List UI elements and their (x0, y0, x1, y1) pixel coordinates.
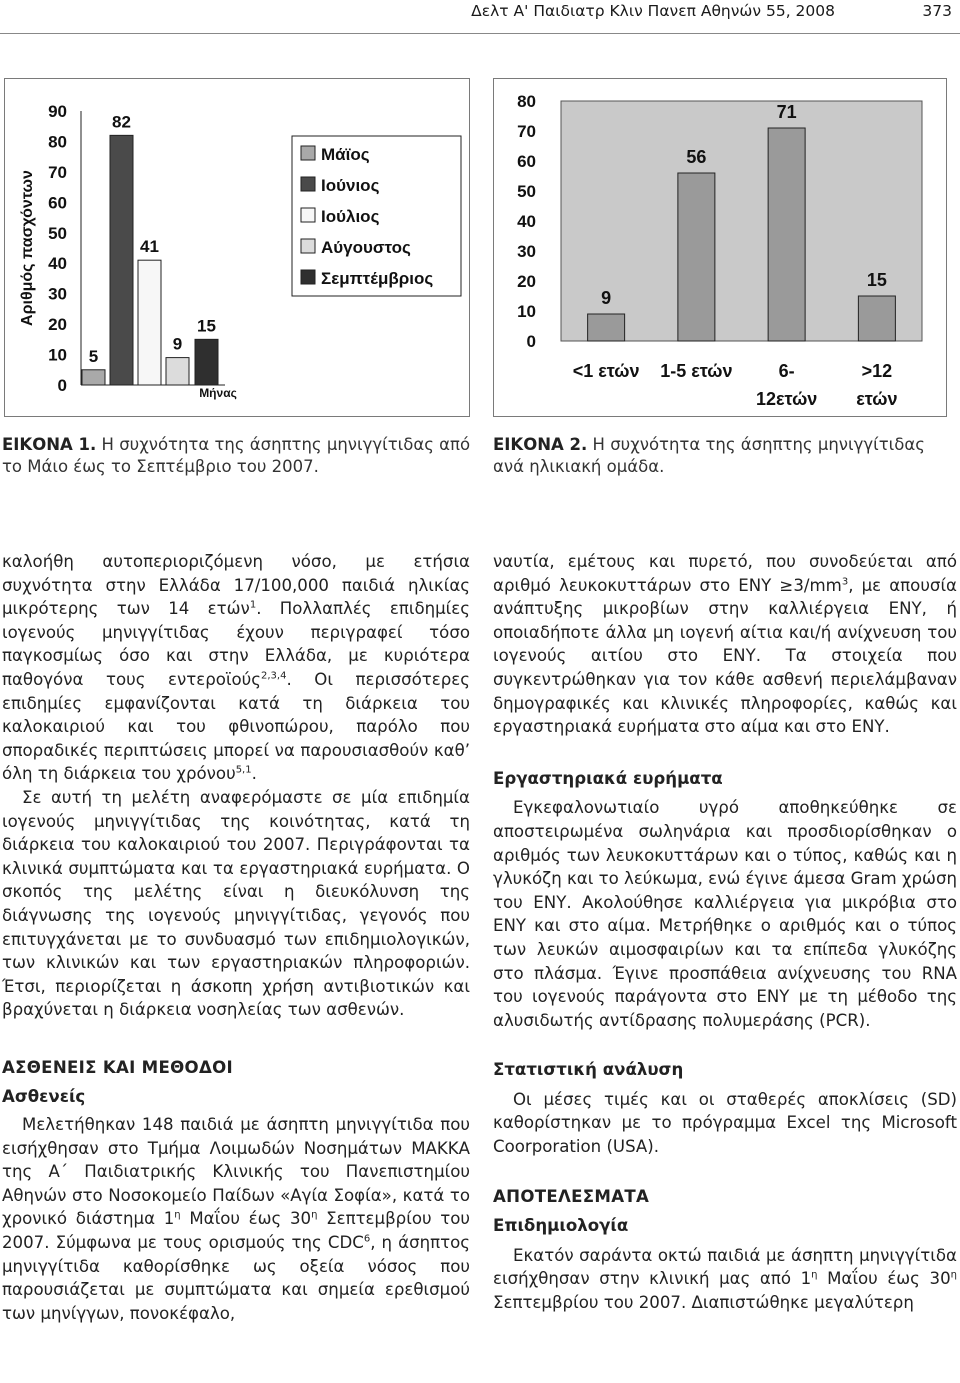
x-category-label: 1-5 ετών (660, 361, 733, 381)
ordinal-superscript: η (311, 1209, 318, 1221)
text-run: . (251, 764, 257, 784)
text-run: ναυτία, εμέτους και πυρετό, που συνοδεύεται από αριθμό λευκοκυττάρων στο ΕΝΥ ≥3/mm (493, 552, 957, 595)
bar-value-label: 71 (776, 102, 797, 122)
bar-value-label: 15 (197, 316, 216, 336)
running-header (0, 0, 960, 36)
bar-1 (678, 173, 715, 341)
ordinal-superscript: η (174, 1209, 181, 1221)
legend-label: Ιούλιος (321, 207, 380, 226)
bar-3 (166, 358, 189, 385)
figure-1-caption (2, 434, 472, 478)
x-category-label: 12ετών (755, 389, 818, 409)
legend-swatch-1 (301, 177, 315, 191)
text-run: . Οι περισσότερες επιδημίες εμφανίζονται κατά τη διάρκεια του καλοκαιριού και του φθινοπώρου, παρόλο που σποραδικές περιπτώσεις μπορεί να παρουσιασθούν καθ’ όλη τη διάρκεια του χρόνου (2, 669, 471, 784)
figure-1-label: ΕΙΚΟΝΑ 1. (2, 435, 97, 454)
bar-2 (768, 128, 805, 341)
header-rule (0, 33, 960, 34)
y-tick-label: 60 (48, 193, 67, 213)
text-run: Σεπτεμβρίου του 2007. Διαπιστώθηκε μεγαλύτερη (493, 1293, 914, 1313)
y-tick-label: 70 (517, 122, 536, 141)
bar-4 (195, 339, 218, 385)
x-axis-title: Μήνας (199, 386, 237, 400)
bar-0 (588, 314, 625, 341)
heading-results: ΑΠΟΤΕΛΕΣΜΑΤΑ (493, 1186, 650, 1206)
intro-paragraph (2, 550, 470, 786)
legend-swatch-4 (301, 270, 315, 284)
text-run: Εκατόν σαράντα οκτώ παιδιά με άσηπτη μηνιγγίτιδα εισήχθησαν στην κλινική μας από 1 (493, 1245, 957, 1289)
unit-superscript: 3 (841, 576, 849, 588)
y-tick-label: 0 (57, 376, 67, 395)
bar-0 (82, 370, 105, 385)
figure-2-label: ΕΙΚΟΝΑ 2. (493, 435, 588, 454)
y-tick-label: 40 (48, 254, 67, 274)
bar-value-label: 56 (686, 147, 707, 167)
y-tick-label: 50 (517, 182, 536, 201)
heading-statistics: Στατιστική ανάλυση (493, 1060, 684, 1080)
y-tick-label: 10 (48, 345, 67, 365)
y-tick-label: 20 (48, 315, 67, 335)
y-tick-label: 30 (517, 242, 536, 261)
legend-swatch-2 (301, 208, 315, 222)
left-column (2, 550, 470, 1325)
heading-lab-findings: Εργαστηριακά ευρήματα (493, 768, 723, 788)
y-tick-label: 20 (517, 272, 536, 291)
bar-value-label: 9 (172, 334, 183, 354)
right-column (493, 550, 957, 1315)
bar-value-label: 15 (866, 270, 887, 290)
aim-paragraph: Σε αυτή τη μελέτη αναφερόμαστε σε μία επιδημία ιογενούς μηνιγγίτιδας της κοινότητας, κατά τη διάρκεια του καλοκαιριού του 2007. Περιγράφονται τα κλινικά συμπτώματα και τα εργαστηριακά ευρήματα. Ο σκοπός της μελέτης είναι η διευκόλυνση της διάγνωσης της ιογενούς μηνιγγίτιδας, γεγονός που επιτυγχάνεται με το συνδυασμό των επιδημιολογικών, των κλινικών και των εργαστηριακών πληροφοριών. Έτσι, περιορίζεται η άσκοπη χρήση αντιβιοτικών και βραχύνεται η διάρκεια νοσηλείας των ασθενών. (2, 787, 470, 1020)
lab-paragraph: Εγκεφαλονωτιαίο υγρό αποθηκεύθηκε σε αποστειρωμένα σωληνάρια και προσδιορίσθηκαν ο αριθμός των λευκοκυττάρων και ο τύπος, καθώς και η γλυκόζη και το λεύκωμα, ενώ έγινε άμεσα Gram χρώση του ΕΝΥ. Ακολούθησε καλλιέργεια για μικρόβια στο ΕΝΥ και στο αίμα. Μετρήθηκε ο αριθμός και ο τύπος των λευκών αιμοσφαιρίων και τα επίπεδα γλυκόζης στο πλάσμα. Έγινε προσπάθεια ανίχνευσης του RNA του ιογενούς παράγοντα στο ΕΝΥ με τη μέθοδο της αλυσιδωτής αντίδρασης πολυμεράσης (PCR). (493, 798, 957, 1030)
heading-patients-methods: ΑΣΘΕΝΕΙΣ ΚΑΙ ΜΕΘΟΔΟΙ (2, 1057, 233, 1077)
text-run: Σεπτεμβρίου του 2007. Σύμφωνα με τους ορισμούς της CDC (2, 1209, 471, 1253)
figure-2-age-chart (493, 78, 947, 417)
y-tick-label: 60 (517, 152, 536, 171)
text-run: Μελετήθηκαν 148 παιδιά με άσηπτη μηνιγγίτιδα που εισήχθησαν στο Τμήμα Λοιμωδών Νοσημάτων ΜΑΚΚΑ της Α΄ Παιδιατρικής Κλινικής του Πανεπιστημίου Αθηνών στο Νοσοκομείο Παίδων «Αγία Σοφία», κατά το χρονικό διάστημα 1 (2, 1115, 470, 1229)
legend-swatch-0 (301, 146, 315, 160)
figure-1-svg (5, 79, 469, 416)
legend-swatch-3 (301, 239, 315, 253)
figure-2-caption-text: Η συχνότητα της άσηπτης μηνιγγίτιδας ανά ηλικιακή ομάδα. (493, 435, 925, 476)
y-axis-title: Αριθμός πασχόντων (19, 170, 36, 326)
y-tick-label: 50 (48, 223, 67, 243)
epidemiology-paragraph (493, 1244, 957, 1315)
bar-3 (858, 296, 895, 341)
x-category-label: <1 ετών (572, 361, 640, 381)
y-tick-label: 10 (517, 302, 536, 321)
figure-2-caption (493, 434, 958, 478)
ordinal-superscript: η (811, 1269, 818, 1281)
bar-value-label: 82 (112, 112, 131, 132)
legend-label: Μάϊος (321, 145, 370, 164)
y-tick-label: 70 (48, 162, 67, 182)
page-number: 373 (922, 2, 952, 20)
bar-value-label: 5 (88, 346, 99, 366)
ordinal-superscript: η (950, 1269, 957, 1281)
reference-superscript: 2,3,4 (261, 670, 287, 682)
y-tick-label: 30 (48, 284, 67, 304)
figure-1-caption-text: Η συχνότητα της άσηπτης μηνιγγίτιδας από το Μάιο έως το Σεπτέμβριο του 2007. (2, 435, 471, 476)
y-tick-label: 40 (517, 212, 536, 231)
text-run: . Πολλαπλές επιδημίες ιογενούς μηνιγγίτιδας έχουν περιγραφεί τόσο παγκοσμίως όσο και στην Ελλάδα, με κυριότερα παθογόνα τους εντεροϊούς (2, 599, 470, 689)
heading-epidemiology: Επιδημιολογία (493, 1216, 629, 1236)
patients-paragraph (2, 1113, 470, 1325)
legend-label: Ιούνιος (321, 176, 380, 195)
heading-patients: Ασθενείς (2, 1087, 86, 1107)
x-category-label: ετών (856, 389, 898, 409)
text-run: , η άσηπτος μηνιγγίτιδα καθορίσθηκε ως οξεία νόσος που παρουσιάζεται με συμπτώματα και σημεία ερεθισμού των μηνίγγων, πονοκέφαλο, (2, 1233, 471, 1323)
legend-label: Αύγουστος (321, 238, 411, 257)
bar-value-label: 41 (140, 237, 159, 257)
figure-2-svg (494, 79, 946, 416)
y-tick-label: 80 (517, 92, 536, 111)
x-category-label: 6- (778, 361, 795, 381)
text-run: Μαΐου έως 30 (817, 1269, 951, 1289)
statistics-paragraph: Οι μέσες τιμές και οι σταθερές αποκλίσεις (SD) καθορίστηκαν με το πρόγραμμα Excel της Microsoft Coorporation (USA). (493, 1089, 957, 1157)
definition-paragraph (493, 550, 957, 739)
x-category-label: >12 (861, 361, 893, 381)
legend-label: Σεμπτέμβριος (321, 269, 434, 288)
reference-superscript: 5,1 (235, 764, 252, 776)
text-run: καλοήθη αυτοπεριοριζόμενη νόσο, με ετήσια συχνότητα στην Ελλάδα 17/100,000 παιδιά ηλικίας μικρότερης των 14 ετών (2, 552, 470, 619)
journal-citation: Δελτ Α' Παιδιατρ Κλιν Πανεπ Αθηνών 55, 2008 (471, 2, 835, 20)
text-run: Μαΐου έως 30 (180, 1209, 312, 1229)
y-tick-label: 0 (526, 332, 536, 351)
y-tick-label: 90 (48, 102, 67, 121)
bar-value-label: 9 (601, 288, 612, 308)
figure-1-monthly-chart (4, 78, 470, 417)
text-run: , με απουσία ανάπτυξης μικροβίων στην καλλιέργεια ΕΝΥ, ή οποιαδήποτε άλλα μη ιογενή αίτια και/ή ανίχνευση του ιογενούς αιτίου στο ΕΝΥ. Τα στοιχεία που συγκεντρώθηκαν για τον κάθε ασθενή περιελάμβαναν δημογραφικές και κλινικές πληροφορίες, καθώς και εργαστηριακά ευρήματα στο αίμα και στο ΕΝΥ. (493, 575, 957, 737)
reference-superscript: 6 (363, 1233, 371, 1245)
bar-2 (138, 260, 161, 385)
bar-1 (110, 135, 133, 385)
y-tick-label: 80 (48, 132, 67, 152)
reference-superscript: 1 (249, 599, 257, 611)
